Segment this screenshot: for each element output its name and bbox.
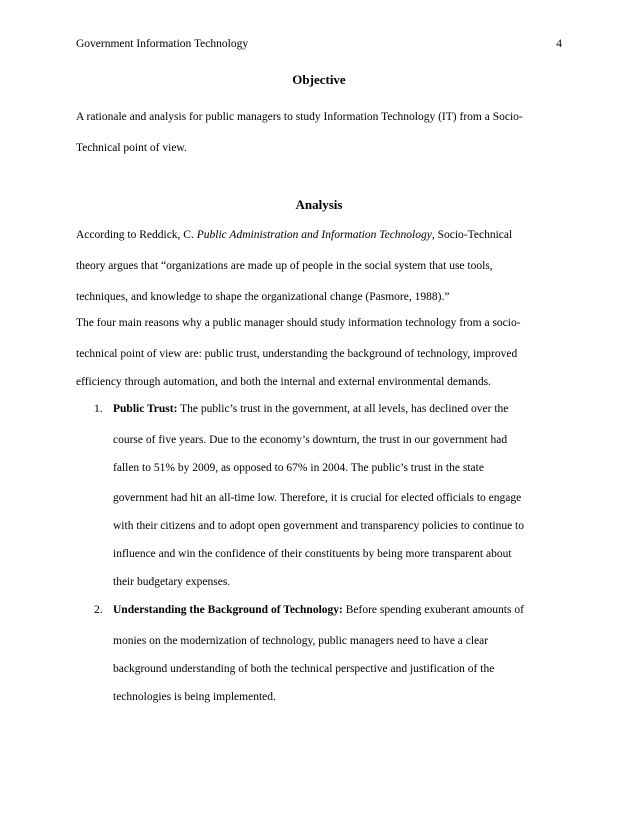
analysis-line: techniques, and knowledge to shape the organizational change (Pasmore, 1988).” [76,291,450,303]
running-title: Government Information Technology [76,38,249,50]
list-item-line: with their citizens and to adopt open government and transparency policies to continue to [113,520,525,532]
list-number: 2. [94,604,103,616]
list-item-line: fallen to 51% by 2009, as opposed to 67% in 2004. The public’s trust in the state [113,462,484,474]
list-item-line: monies on the modernization of technology, public managers need to have a clear [113,635,489,647]
analysis-line-suffix: , Socio-Technical [431,229,513,241]
analysis-line: technical point of view are: public trust, understanding the background of technology, improved [76,348,518,360]
analysis-line-prefix: According to Reddick, C. [76,229,197,241]
analysis-heading: Analysis [295,197,343,212]
objective-line: Technical point of view. [76,142,187,154]
list-item-line [113,402,508,416]
analysis-line: theory argues that “organizations are made up of people in the social system that use tools, [76,260,493,272]
list-item-title: Public Trust: [113,403,178,415]
list-item-line [113,603,524,617]
analysis-line [76,228,512,242]
page-header [76,37,562,51]
list-number: 1. [94,403,103,415]
list-item-line: technologies is being implemented. [113,691,276,703]
analysis-line: efficiency through automation, and both the internal and external environmental demands. [76,376,491,388]
list-item-text: The public’s trust in the government, at all levels, has declined over the [177,403,509,415]
list-item-line: influence and win the confidence of their constituents by being more transparent about [113,548,512,560]
objective-line: A rationale and analysis for public managers to study Information Technology (IT) from a Socio- [76,111,523,123]
list-item-line: course of five years. Due to the economy’s downturn, the trust in our government had [113,434,508,446]
analysis-line: The four main reasons why a public manager should study information technology from a socio- [76,317,521,329]
list-item-title: Understanding the Background of Technology: [113,604,343,616]
list-item-line: their budgetary expenses. [113,576,231,588]
list-item-line: background understanding of both the technical perspective and justification of the [113,663,495,675]
cited-book-title: Public Administration and Information Technology [196,229,432,241]
list-item-text: Before spending exuberant amounts of [342,604,524,616]
page-number: 4 [556,38,562,50]
objective-heading: Objective [292,72,346,87]
list-item-line: government had hit an all-time low. Therefore, it is crucial for elected officials to engage [113,492,522,504]
